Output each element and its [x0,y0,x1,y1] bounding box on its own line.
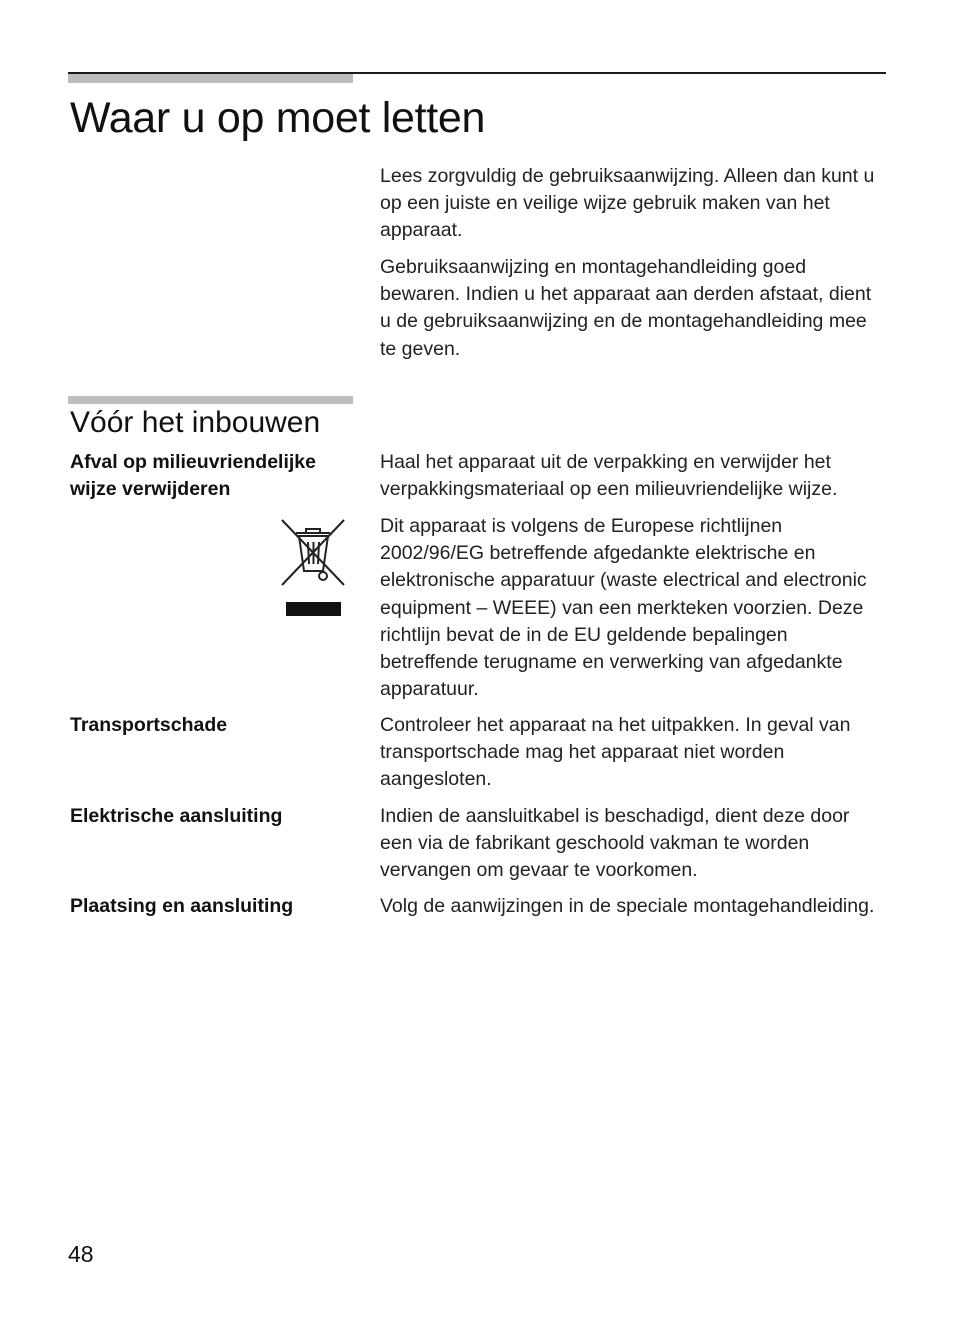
title-rule-gray [68,74,353,83]
label-transport-damage: Transportschade [70,714,228,736]
placement-paragraph: Volg de aanwijzingen in de speciale montagehandleiding. [380,895,875,917]
label-waste-disposal: Afval op milieuvriendelijke wijze verwijderen [70,451,316,501]
electrical-paragraph: Indien de aansluitkabel is beschadigd, dient deze door een via de fabrikant geschoold vakman te worden vervangen om gevaar te voorkomen. [380,805,850,882]
intro-paragraph-2: Gebruiksaanwijzing en montagehandleiding goed bewaren. Indien u het apparaat aan derden afstaat, dient u de gebruiksaanwijzing en de montagehandleiding mee te geven. [380,256,872,360]
crossed-out-wheelie-bin-icon [279,516,347,620]
section-title: Vóór het inbouwen [70,406,321,439]
label-electrical-connection: Elektrische aansluiting [70,805,283,827]
label-placement-connection: Plaatsing en aansluiting [70,895,294,917]
waste-paragraph-1: Haal het apparaat uit de verpakking en verwijder het verpakkingsmateriaal op een milieuvriendelijke wijze. [380,451,838,501]
page-title: Waar u op moet letten [70,94,486,142]
page-number: 48 [68,1241,94,1267]
intro-paragraph-1: Lees zorgvuldig de gebruiksaanwijzing. Alleen dan kunt u op een juiste en veilige wijze gebruik maken van het apparaat. [380,165,875,242]
waste-paragraph-2: Dit apparaat is volgens de Europese richtlijnen 2002/96/EG betreffende afgedankte elektrische en elektronische apparatuur (waste electrical and electronic equipment – WEEE) van een merkteken voorzien. Deze richtlijn bevat de in de EU geldende bepalingen betreffende terugname en verwerking van afgedankte apparatuur. [380,515,867,701]
transport-paragraph: Controleer het apparaat na het uitpakken. In geval van transportschade mag het apparaat niet worden aangesloten. [380,714,851,791]
